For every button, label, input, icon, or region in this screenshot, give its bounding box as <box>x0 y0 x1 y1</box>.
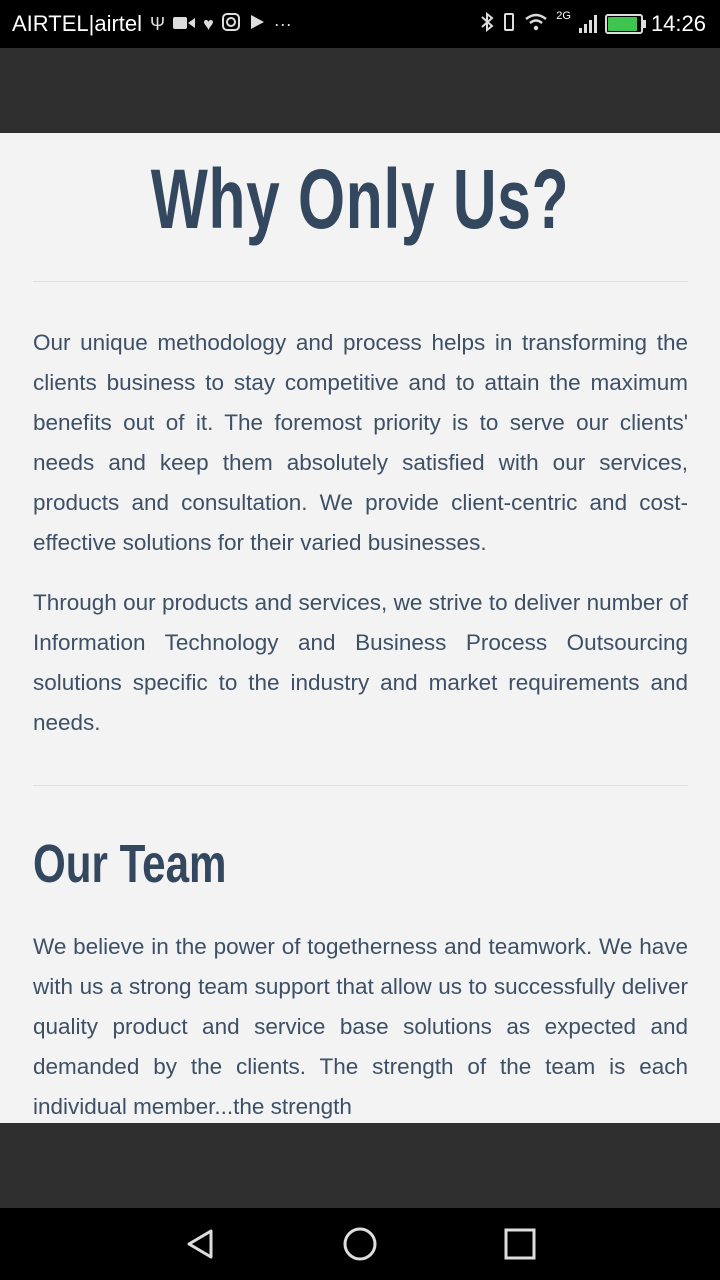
usb-icon: Ψ <box>150 13 166 34</box>
carrier-label: AIRTEL|airtel <box>12 11 143 36</box>
recents-button[interactable] <box>475 1208 565 1280</box>
more-icon: ··· <box>273 13 292 34</box>
status-left <box>12 0 292 48</box>
signal-icon <box>579 15 597 33</box>
home-button[interactable] <box>315 1208 405 1280</box>
app-bar <box>0 48 720 133</box>
intro-paragraph: Our unique methodology and process helps in transforming the clients business to stay competitive and to attain the maximum benefits out of it. The foremost priority is to serve our clients' needs and keep them absolutely satisfied with our services, products and consultation. We provide client-centric and cost-effective solutions for their varied businesses. <box>33 330 688 555</box>
page-content[interactable] <box>0 133 720 1123</box>
network-type-label: 2G <box>556 10 571 22</box>
back-icon <box>183 1227 217 1261</box>
status-bar <box>0 0 720 48</box>
video-icon <box>173 14 195 35</box>
section-divider <box>33 785 688 786</box>
vibrate-icon <box>502 12 516 37</box>
services-paragraph: Through our products and services, we strive to deliver number of Information Technology and Business Process Outsourcing solutions specific to the industry and market requirements and needs. <box>33 590 688 735</box>
clock-label: 14:26 <box>650 11 706 36</box>
recents-icon <box>503 1227 537 1261</box>
home-icon <box>342 1226 378 1262</box>
page-title: Why Only Us? <box>150 152 570 246</box>
play-icon <box>248 13 266 36</box>
navigation-bar <box>0 1208 720 1280</box>
instagram-icon <box>222 13 240 36</box>
bottom-bar <box>0 1123 720 1208</box>
team-heading: Our Team <box>33 834 227 894</box>
back-button[interactable] <box>155 1208 245 1280</box>
section-divider <box>33 281 688 282</box>
team-paragraph: We believe in the power of togetherness and teamwork. We have with us a strong team support that allow us to successfully deliver quality product and service base solutions as expected and demanded by the clients. The strength of the team is each individual member...the strength <box>33 934 688 1119</box>
status-right <box>480 0 706 48</box>
health-icon: ♥ <box>203 13 214 34</box>
battery-icon <box>605 14 643 34</box>
wifi-icon <box>524 13 548 36</box>
bluetooth-icon <box>480 12 494 37</box>
